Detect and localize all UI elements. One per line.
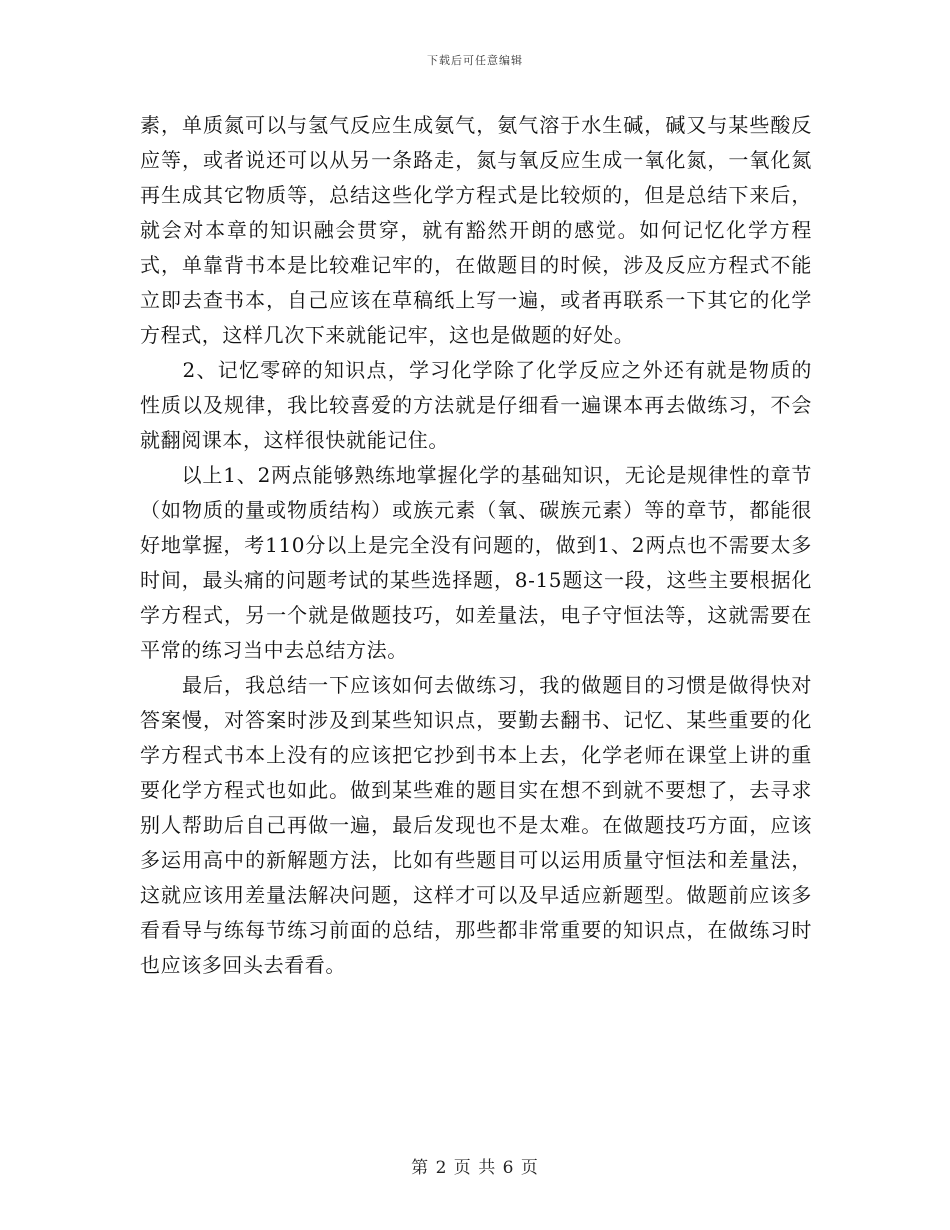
page-header: 下载后可任意编辑	[427, 54, 523, 67]
document-body	[140, 108, 812, 983]
paragraph-3: 以上1、2两点能够熟练地掌握化学的基础知识，无论是规律性的章节（如物质的量或物质结构）或族元素（氧、碳族元素）等的章节，都能很好地掌握，考110分以上是完全没有问题的，做到1、2两点也不需要太多时间，最头痛的问题考试的某些选择题，8-15题这一段，这些主要根据化学方程式，另一个就是做题技巧，如差量法，电子守恒法等，这就需要在平常的练习当中去总结方法。	[140, 463, 812, 662]
paragraph-2: 2、记忆零碎的知识点，学习化学除了化学反应之外还有就是物质的性质以及规律，我比较喜爱的方法就是仔细看一遍课本再去做练习，不会就翻阅课本，这样很快就能记住。	[140, 358, 812, 452]
paragraph-4: 最后，我总结一下应该如何去做练习，我的做题目的习惯是做得快对答案慢，对答案时涉及到某些知识点，要勤去翻书、记忆、某些重要的化学方程式书本上没有的应该把它抄到书本上去，化学老师在课堂上讲的重要化学方程式也如此。做到某些难的题目实在想不到就不要想了，去寻求别人帮助后自己再做一遍，最后发现也不是太难。在做题技巧方面，应该多运用高中的新解题方法，比如有些题目可以运用质量守恒法和差量法，这就应该用差量法解决问题，这样才可以及早适应新题型。做题前应该多看看导与练每节练习前面的总结，那些都非常重要的知识点，在做练习时也应该多回头去看看。	[140, 673, 812, 977]
page-number-footer: 第 2 页 共 6 页	[411, 1158, 539, 1178]
paragraph-1: 素，单质氮可以与氢气反应生成氨气，氨气溶于水生碱，碱又与某些酸反应等，或者说还可以从另一条路走，氮与氧反应生成一氧化氮，一氧化氮再生成其它物质等，总结这些化学方程式是比较烦的，但是总结下来后，就会对本章的知识融会贯穿，就有豁然开朗的感觉。如何记忆化学方程式，单靠背书本是比较难记牢的，在做题目的时候，涉及反应方程式不能立即去查书本，自己应该在草稿纸上写一遍，或者再联系一下其它的化学方程式，这样几次下来就能记牢，这也是做题的好处。	[140, 113, 812, 347]
